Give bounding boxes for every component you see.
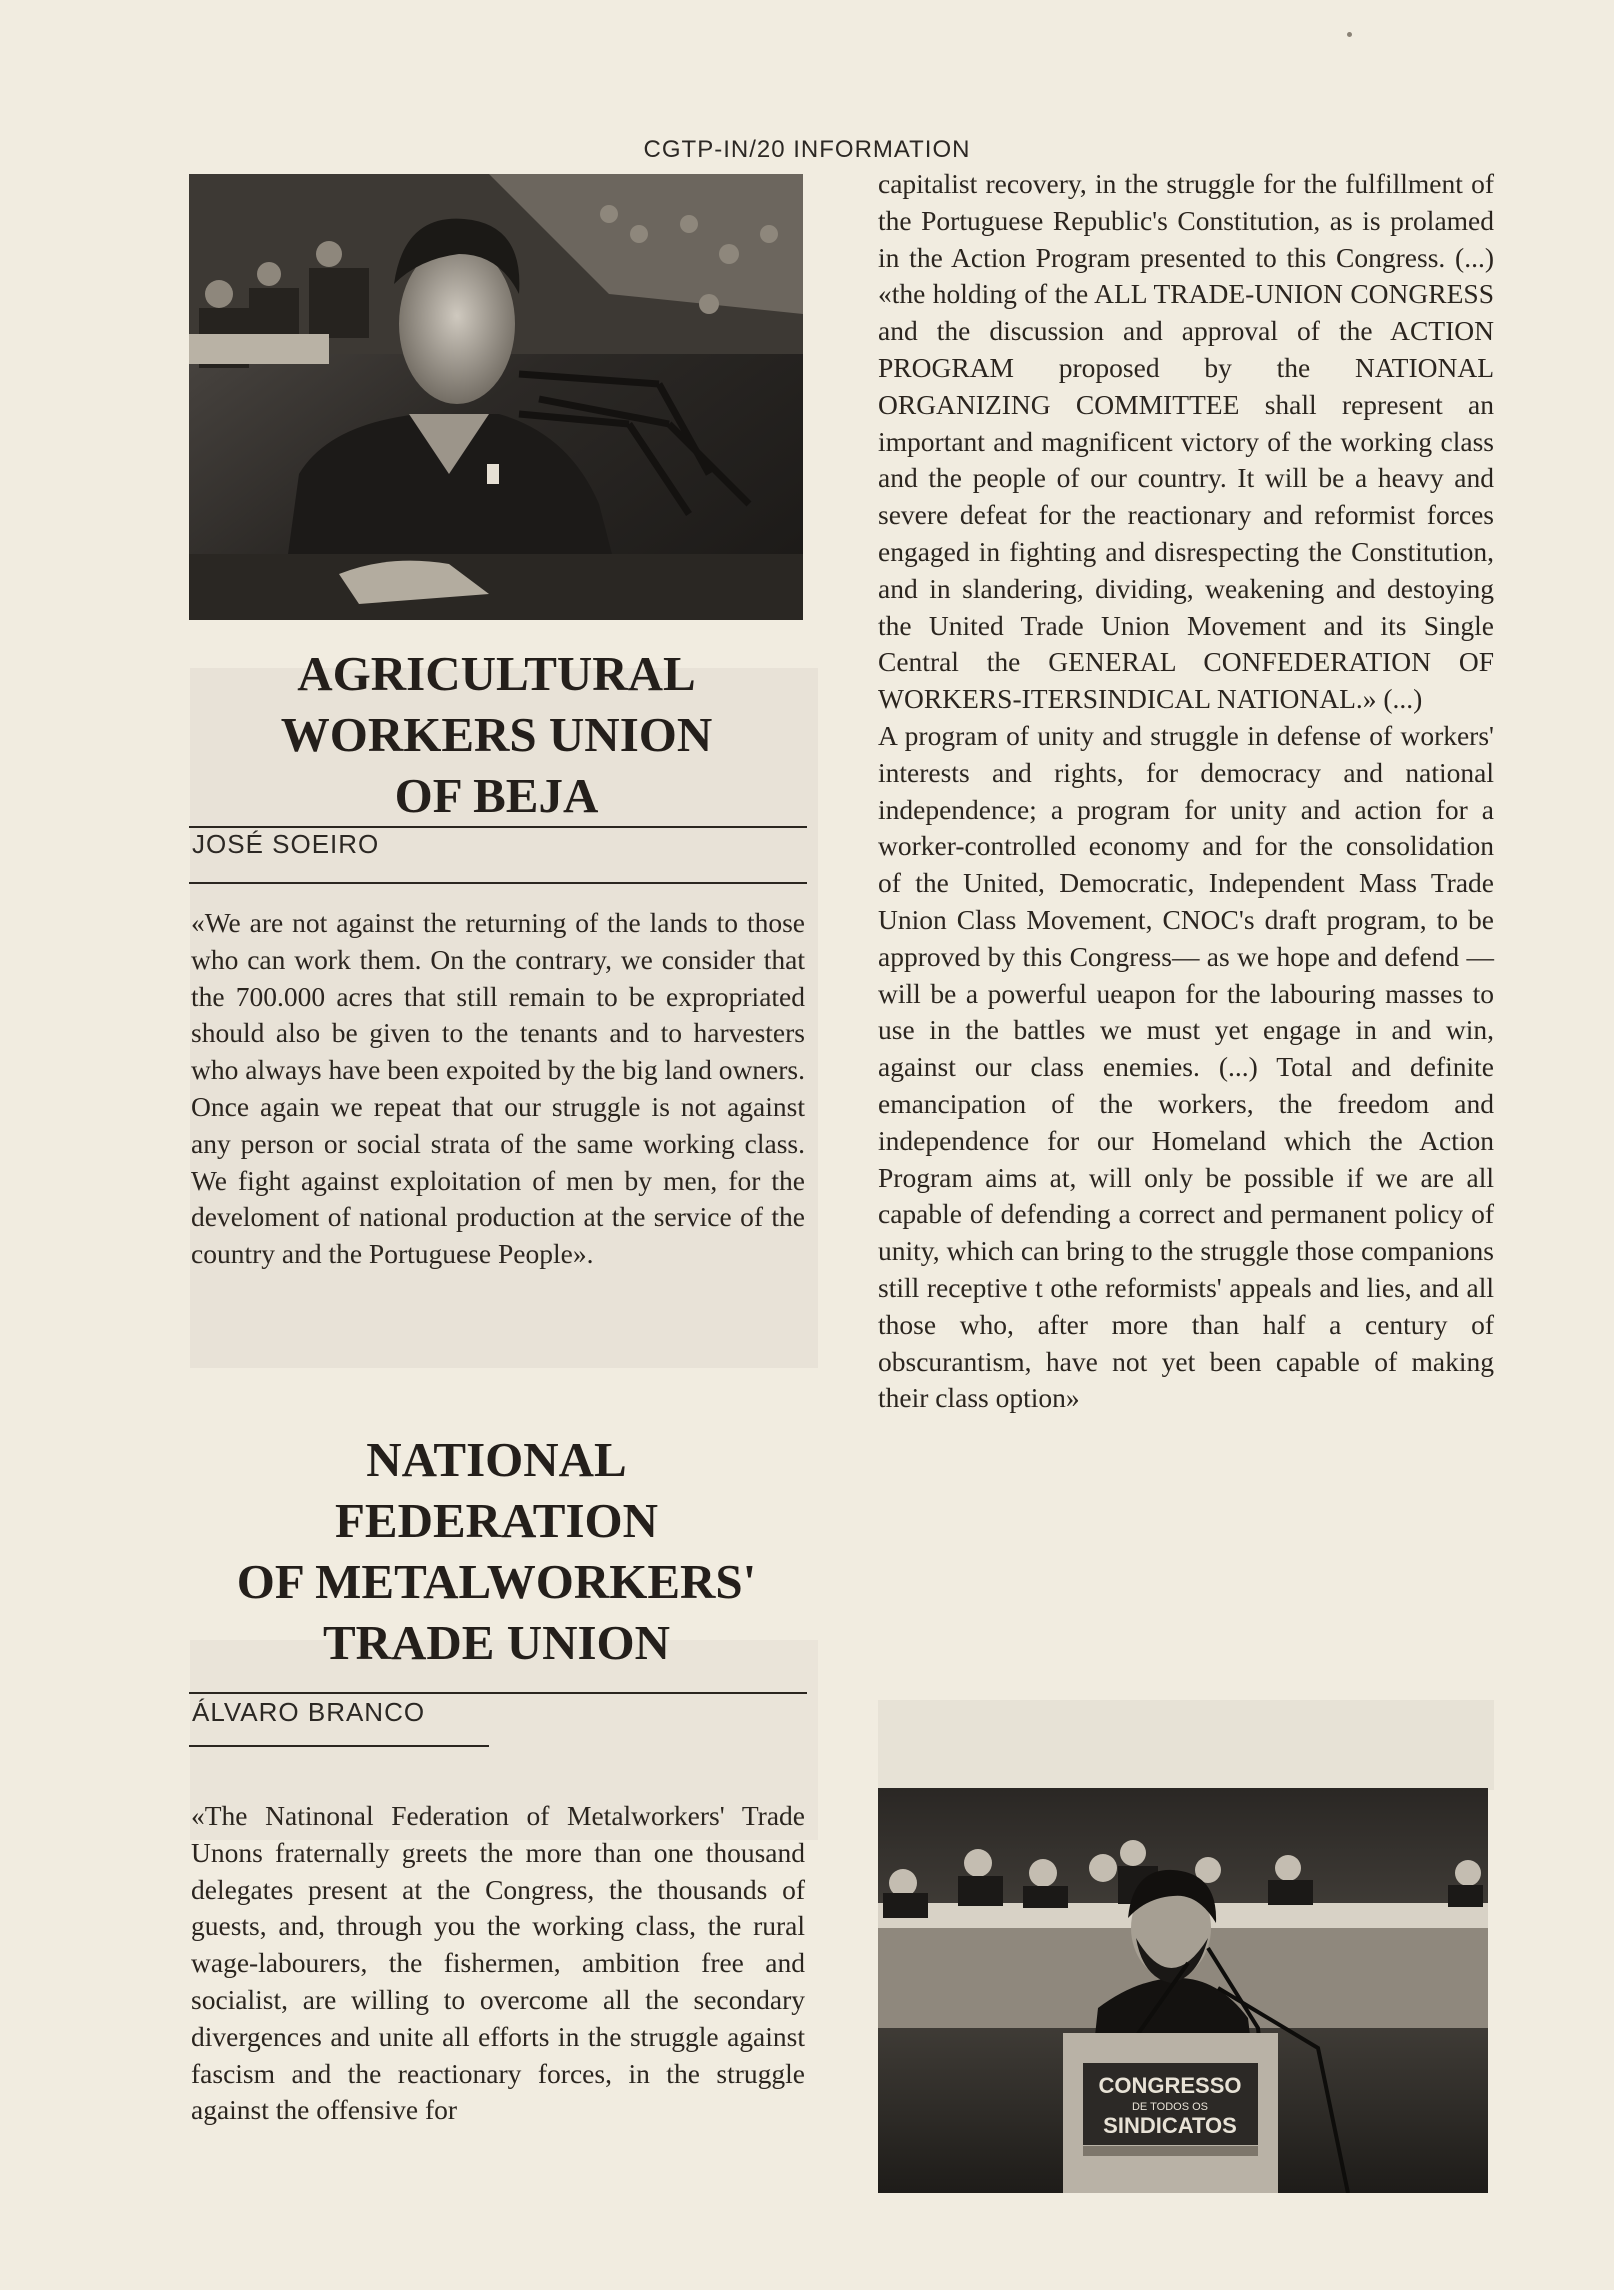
section-2-title xyxy=(189,1429,804,1673)
section-1-rule-top xyxy=(189,826,807,828)
paragraph: «We are not against the returning of the lands to those who can work them. On the contrary, we consider that the 700.000 acres that still remain to be expropriated should also be given to the tenants and to harvesters who always have been expoited by the big land owners. xyxy=(191,907,805,1086)
podium-text-1: CONGRESSO xyxy=(1098,2073,1242,2098)
page-header: CGTP-IN/20 INFORMATION xyxy=(643,136,971,163)
section-2-rule-bottom xyxy=(189,1745,489,1747)
section-1-author: JOSÉ SOEIRO xyxy=(192,829,380,859)
section-2-rule-top xyxy=(189,1692,807,1694)
section-1-title-line: OF BEJA xyxy=(394,768,599,823)
congress-speaker-photo xyxy=(878,1788,1488,2193)
podium-text-3: SINDICATOS xyxy=(1103,2113,1237,2138)
section-1-title-line: WORKERS UNION xyxy=(280,707,713,762)
podium-text-2: DE TODOS OS xyxy=(1131,2101,1209,2113)
paragraph: capitalist recovery, in the struggle for the fulfillment of the Portuguese Republic's Constitution, as is prolamed in the Action Program presented to this Congress. (...) «the holding of the ALL TRADE-UNION CONGRESS and the discussion and approval of the ACTION PROGRAM proposed by the NATIONAL ORGANIZING COMMITTEE shall represent an important and magnificent victory of the working class and the people of our country. It will be a heavy and severe defeat for the reactionary and reformist forces engaged in fighting and disrespecting the Constitution, and in slandering, dividing, weakening and destoying the United Trade Union Movement and its Single Central the GENERAL CONFEDERATION OF WORKERS-ITERSINDICAL NATIONAL.» (...) xyxy=(878,168,1494,715)
section-2-title-line: TRADE UNION xyxy=(322,1615,671,1670)
paragraph: «The Natinonal Federation of Metalworkers' Trade Unons fraternally greets the more than one thousand delegates present at the Congress, the thousands of guests, and, through you the working class, the rural wage-labourers, the fishermen, ambition free and socialist, are willing to overcome all the secondary divergences and unite all efforts in the struggle against fascism and the reactionary forces, in the struggle against the offensive for xyxy=(191,1800,805,2126)
print-shadow-right xyxy=(878,1700,1494,1790)
section-2-body xyxy=(191,1798,805,2129)
right-column-body xyxy=(878,166,1494,1417)
section-1-title-line: AGRICULTURAL xyxy=(297,646,696,701)
page-mark xyxy=(1347,32,1352,37)
paragraph: A program of unity and struggle in defense of workers' interests and rights, for democracy and national independence; a program for unity and action for a worker-controlled economy and for the consolidation of the United, Democratic, Independent Mass Trade Union Class Movement, CNOC's draft program, to be approved by this Congress— as we hope and defend — will be a powerful ueapon for the labouring masses to use in the battles we must yet engage in and win, against our class enemies. (...) Total and definite emancipation of the workers, the freedom and independence for our Homeland which the Action Program aims at, will only be possible if we are all capable of defending a correct and permanent policy of unity, which can bring to the struggle those companions still receptive t othe reformists' appeals and lies, and all those who, after more than half a century of obscurantism, have not yet been capable of making their class option» xyxy=(878,719,1494,1414)
section-1-body xyxy=(191,905,805,1273)
section-2-title-line: OF METALWORKERS' xyxy=(236,1554,757,1609)
section-2-title-line: FEDERATION xyxy=(334,1493,659,1548)
speaker-at-podium-photo xyxy=(189,174,803,620)
section-1-title xyxy=(189,643,804,826)
section-2-author: ÁLVARO BRANCO xyxy=(192,1697,426,1727)
section-1-rule-bottom xyxy=(189,882,807,884)
section-2-title-line: NATIONAL xyxy=(366,1432,627,1487)
paragraph: Once again we repeat that our struggle is not against any person or social strata of the same working class. We fight against exploitation of men by men, for the develoment of national production at the service of the country and the Portuguese People». xyxy=(191,1090,805,1270)
